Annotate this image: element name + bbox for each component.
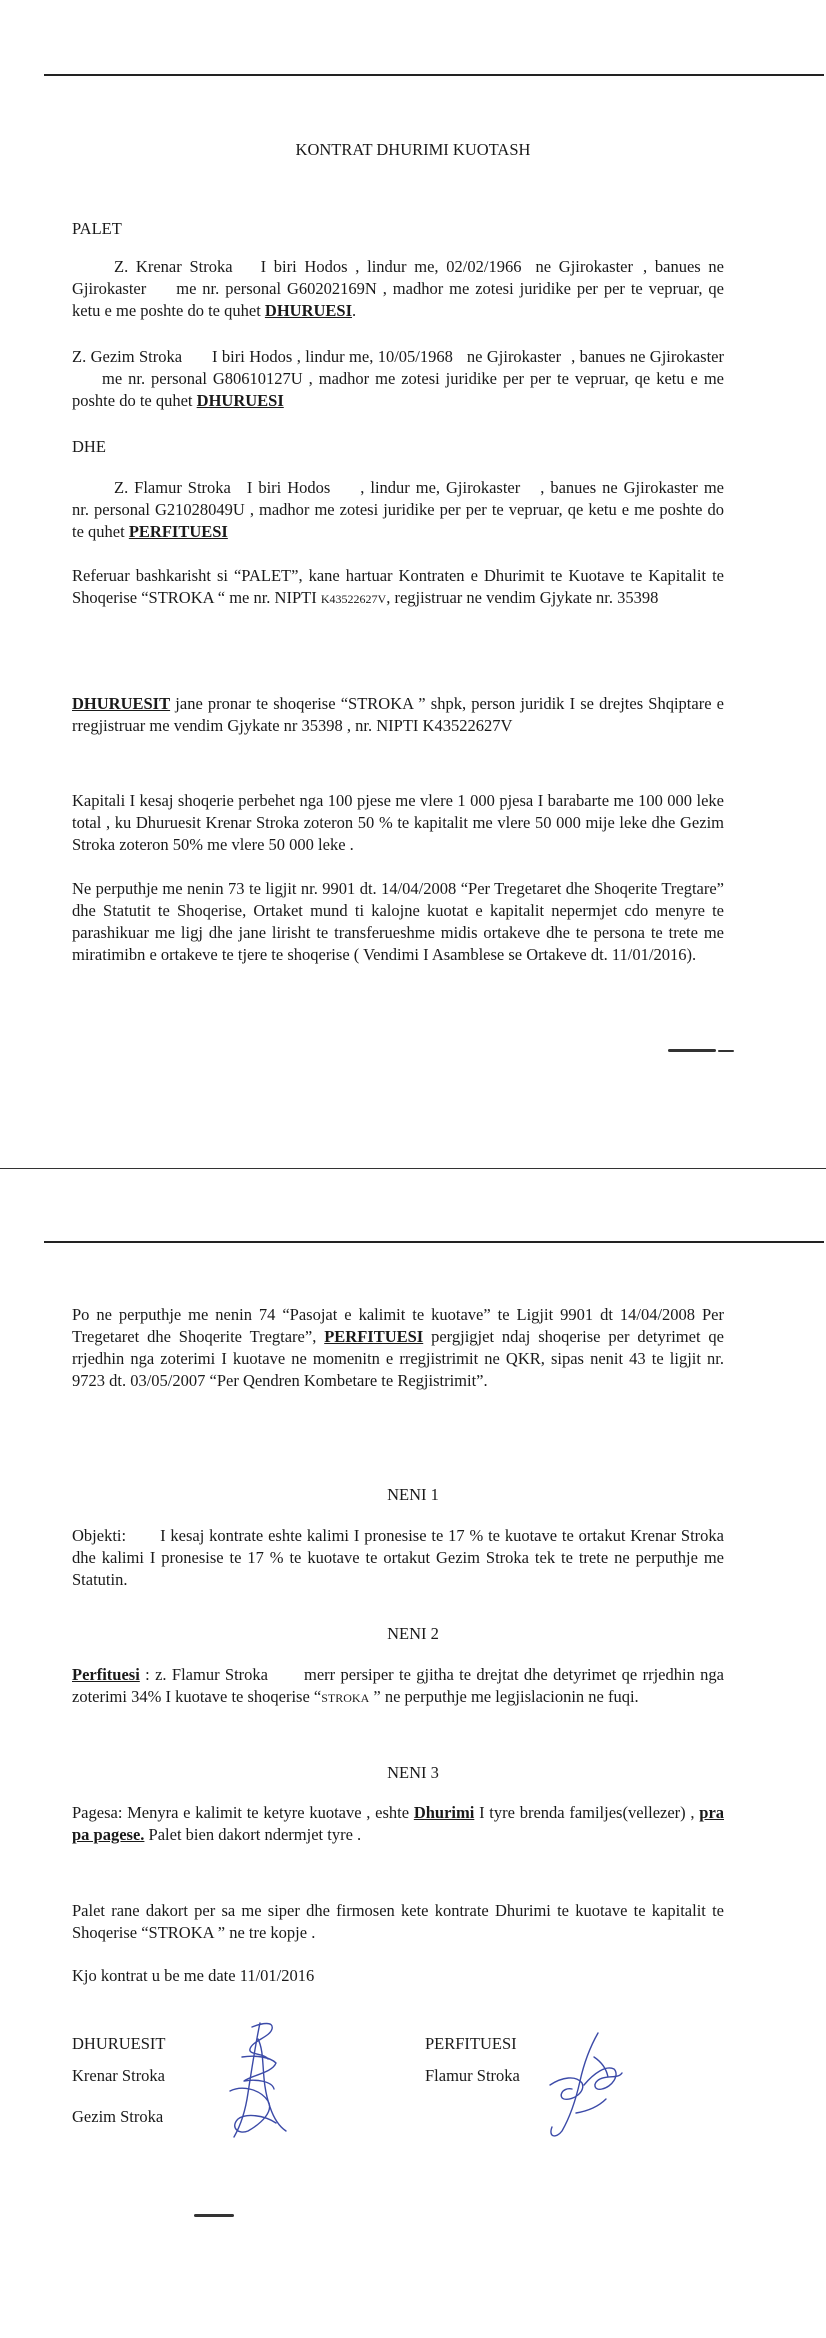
party-3-name: Z. Flamur Stroka [114,478,231,497]
palet-heading: PALET [72,219,122,238]
dhuruesit-paragraph [72,693,724,737]
party-3-role: PERFITUESI [128,522,228,541]
scan-mark [194,2214,234,2217]
dhuruesit-text: jane pronar te shoqerise “STROKA ” shpk, person juridik I se drejtes Shqiptare e rregjistruar me vendim Gjykate nr 35398 , nr. NIPTI K43522627V [72,694,725,735]
neni74-text: Po ne perputhje me nenin 74 “Pasojat e kalimit te kuotave” te Ligjit 9901 dt 14/04/2008 Per Tregetaret dhe Shoqerite Tregtare”, [72,1305,724,1346]
party-1-residence: banues ne Gjirokaster [72,257,724,298]
palet-rane-paragraph: Palet rane dakort per sa me siper dhe firmosen kete kontrate Dhurimi te kuotave te kapitalit te Shoqerise “STROKA ” ne tre kopje . [72,1901,724,1942]
dhe-heading: DHE [72,437,106,456]
neni-2-party: : z. Flamur Stroka [145,1665,268,1684]
perfituesi-sign-title: PERFITUESI [425,2034,517,2053]
scan-mark [668,1049,716,1052]
neni74-paragraph [72,1304,724,1392]
dhuruesit-role: DHURUESIT [72,694,171,713]
party-1-role: DHURUESI [264,301,353,320]
kapitali-paragraph: Kapitali I kesaj shoqerie perbehet nga 100 pjese me vlere 1 000 pjesa I barabarte me 100 000 leke total , ku Dhuruesit Krenar Stroka zoteron 50 % te kapitalit me vlere 50 000 mije leke dhe Gezim Stroka zoteron 50% me vlere 50 000 leke . [72,791,724,854]
party-2-role: DHURUESI [196,391,284,410]
neni74-role: PERFITUESI [324,1327,424,1346]
party-1-name: Z. Krenar Stroka [114,257,233,276]
neni-2-text: merr persiper te gjitha te drejtat dhe detyrimet qe rrjedhin nga zoterimi 34% I kuotave te shoqerise “ [72,1665,724,1706]
party-2-birth: , lindur me, 10/05/1968 [296,347,453,366]
signer-gezim: Gezim Stroka [72,2107,164,2126]
party-1-comma: , [643,257,648,276]
dhuruesit-sign-title: DHURUESIT [72,2034,166,2053]
party-3-details: me nr. personal G21028049U , madhor me zotesi juridike per per te vepruar, qe ketu e me poshte do te quhet [72,478,725,541]
neni-1-title: NENI 1 [387,1485,439,1504]
signature-dhuruesit [212,2019,302,2144]
party-2-father: I biri Hodos [212,347,293,366]
page-2 [0,1169,826,2338]
party-2-comma: , [571,347,576,366]
party-2-paragraph [72,346,724,412]
referuar-text: Referuar bashkarisht si “PALET”, kane hartuar Kontraten e Dhurimit te Kuotave te Kapitalit te Shoqerise “STROKA “ me nr. NIPTI [72,566,724,607]
neni-2-title: NENI 2 [387,1624,439,1643]
page-1 [0,0,826,1168]
referuar-registration: , regjistruar ne vendim Gjykate nr. 35398 [386,588,659,607]
party-2-details: me nr. personal G80610127U , madhor me zotesi juridike per per te vepruar, qe ketu e me poshte do te quhet [72,369,724,410]
signature-perfituesi [536,2027,628,2145]
top-rule [44,74,824,76]
party-3-residence: , banues ne Gjirokaster [540,478,698,497]
neni-1-label: Objekti: [72,1526,127,1545]
referuar-paragraph [72,565,724,610]
party-1-birthplace: ne Gjirokaster [535,257,634,276]
neni-2-paragraph [72,1664,724,1709]
signer-krenar: Krenar Stroka [72,2066,166,2085]
neni-1-paragraph [72,1525,724,1591]
party-3-paragraph [72,477,724,543]
neni-3-family: I tyre brenda familjes(vellezer) , [479,1803,695,1822]
neni-2-role: Perfituesi [72,1665,140,1684]
scan-mark [718,1050,734,1052]
neni-3-dhurimi: Dhurimi [413,1803,475,1822]
neni-2-text-end: ” ne perputhje me legjislacionin ne fuqi. [369,1687,639,1706]
signer-flamur: Flamur Stroka [425,2066,520,2085]
neni-3-agree: Palet bien dakort ndermjet tyre . [148,1825,362,1844]
neni-3-text: Pagesa: Menyra e kalimit te ketyre kuotave , eshte [72,1803,410,1822]
party-2-name: Z. Gezim Stroka [72,347,183,366]
top-rule [44,1241,824,1243]
neni-3-pa-pagese: pra pa pagese. [72,1803,725,1844]
neni-2-company: STROKA [321,1691,370,1705]
neni-3-paragraph [72,1802,724,1846]
party-1-details: me nr. personal G60202169N , madhor me zotesi juridike per per te vepruar, qe ketu e me poshte do te quhet [72,279,724,320]
party-3-father: I biri Hodos [246,478,331,497]
neni-1-text: I kesaj kontrate eshte kalimi I pronesise te 17 % te kuotave te ortakut Krenar Stroka dhe kalimi I pronesise te 17 % te kuotave te ortakut Gezim Stroka tek te trete ne perputhje me Statutin. [72,1526,724,1589]
document-title: KONTRAT DHURIMI KUOTASH [295,140,531,159]
party-3-birth: , lindur me, Gjirokaster [360,478,521,497]
date-line: Kjo kontrat u be me date 11/01/2016 [72,1966,315,1985]
party-1-end: . [352,301,357,320]
party-2-birthplace: ne Gjirokaster [466,347,562,366]
party-1-paragraph [72,256,724,322]
party-2-residence: banues ne Gjirokaster [579,347,725,366]
party-1-birth: , lindur me, 02/02/1966 [355,257,522,276]
neni74-text-cont: pergjigjet ndaj shoqerise per detyrimet qe rrjedhin nga zoterimi I kuotave ne momenitn e rregjistrimit ne QKR, sipas nenit 43 te ligjit nr. 9723 dt. 03/05/2007 “Per Qendren Kombetare te Regjistrimit”. [72,1327,724,1390]
party-1-father: I biri Hodos [260,257,348,276]
neni73-paragraph: Ne perputhje me nenin 73 te ligjit nr. 9901 dt. 14/04/2008 “Per Tregetaret dhe Shoqerite Tregtare” dhe Statutit te Shoqerise, Ortaket mund ti kalojne kuotat e kapitalit nepermjet cdo menyre te parashikuar me ligj dhe jane lirisht te transferueshme midis ortakeve dhe te persona te trete me miratimibn e ortakeve te tjere te shoqerise ( Vendimi I Asamblese se Ortakeve dt. 11/01/2016). [72,879,724,964]
neni-3-title: NENI 3 [387,1763,439,1782]
nipt-number: K43522627V [320,592,387,606]
